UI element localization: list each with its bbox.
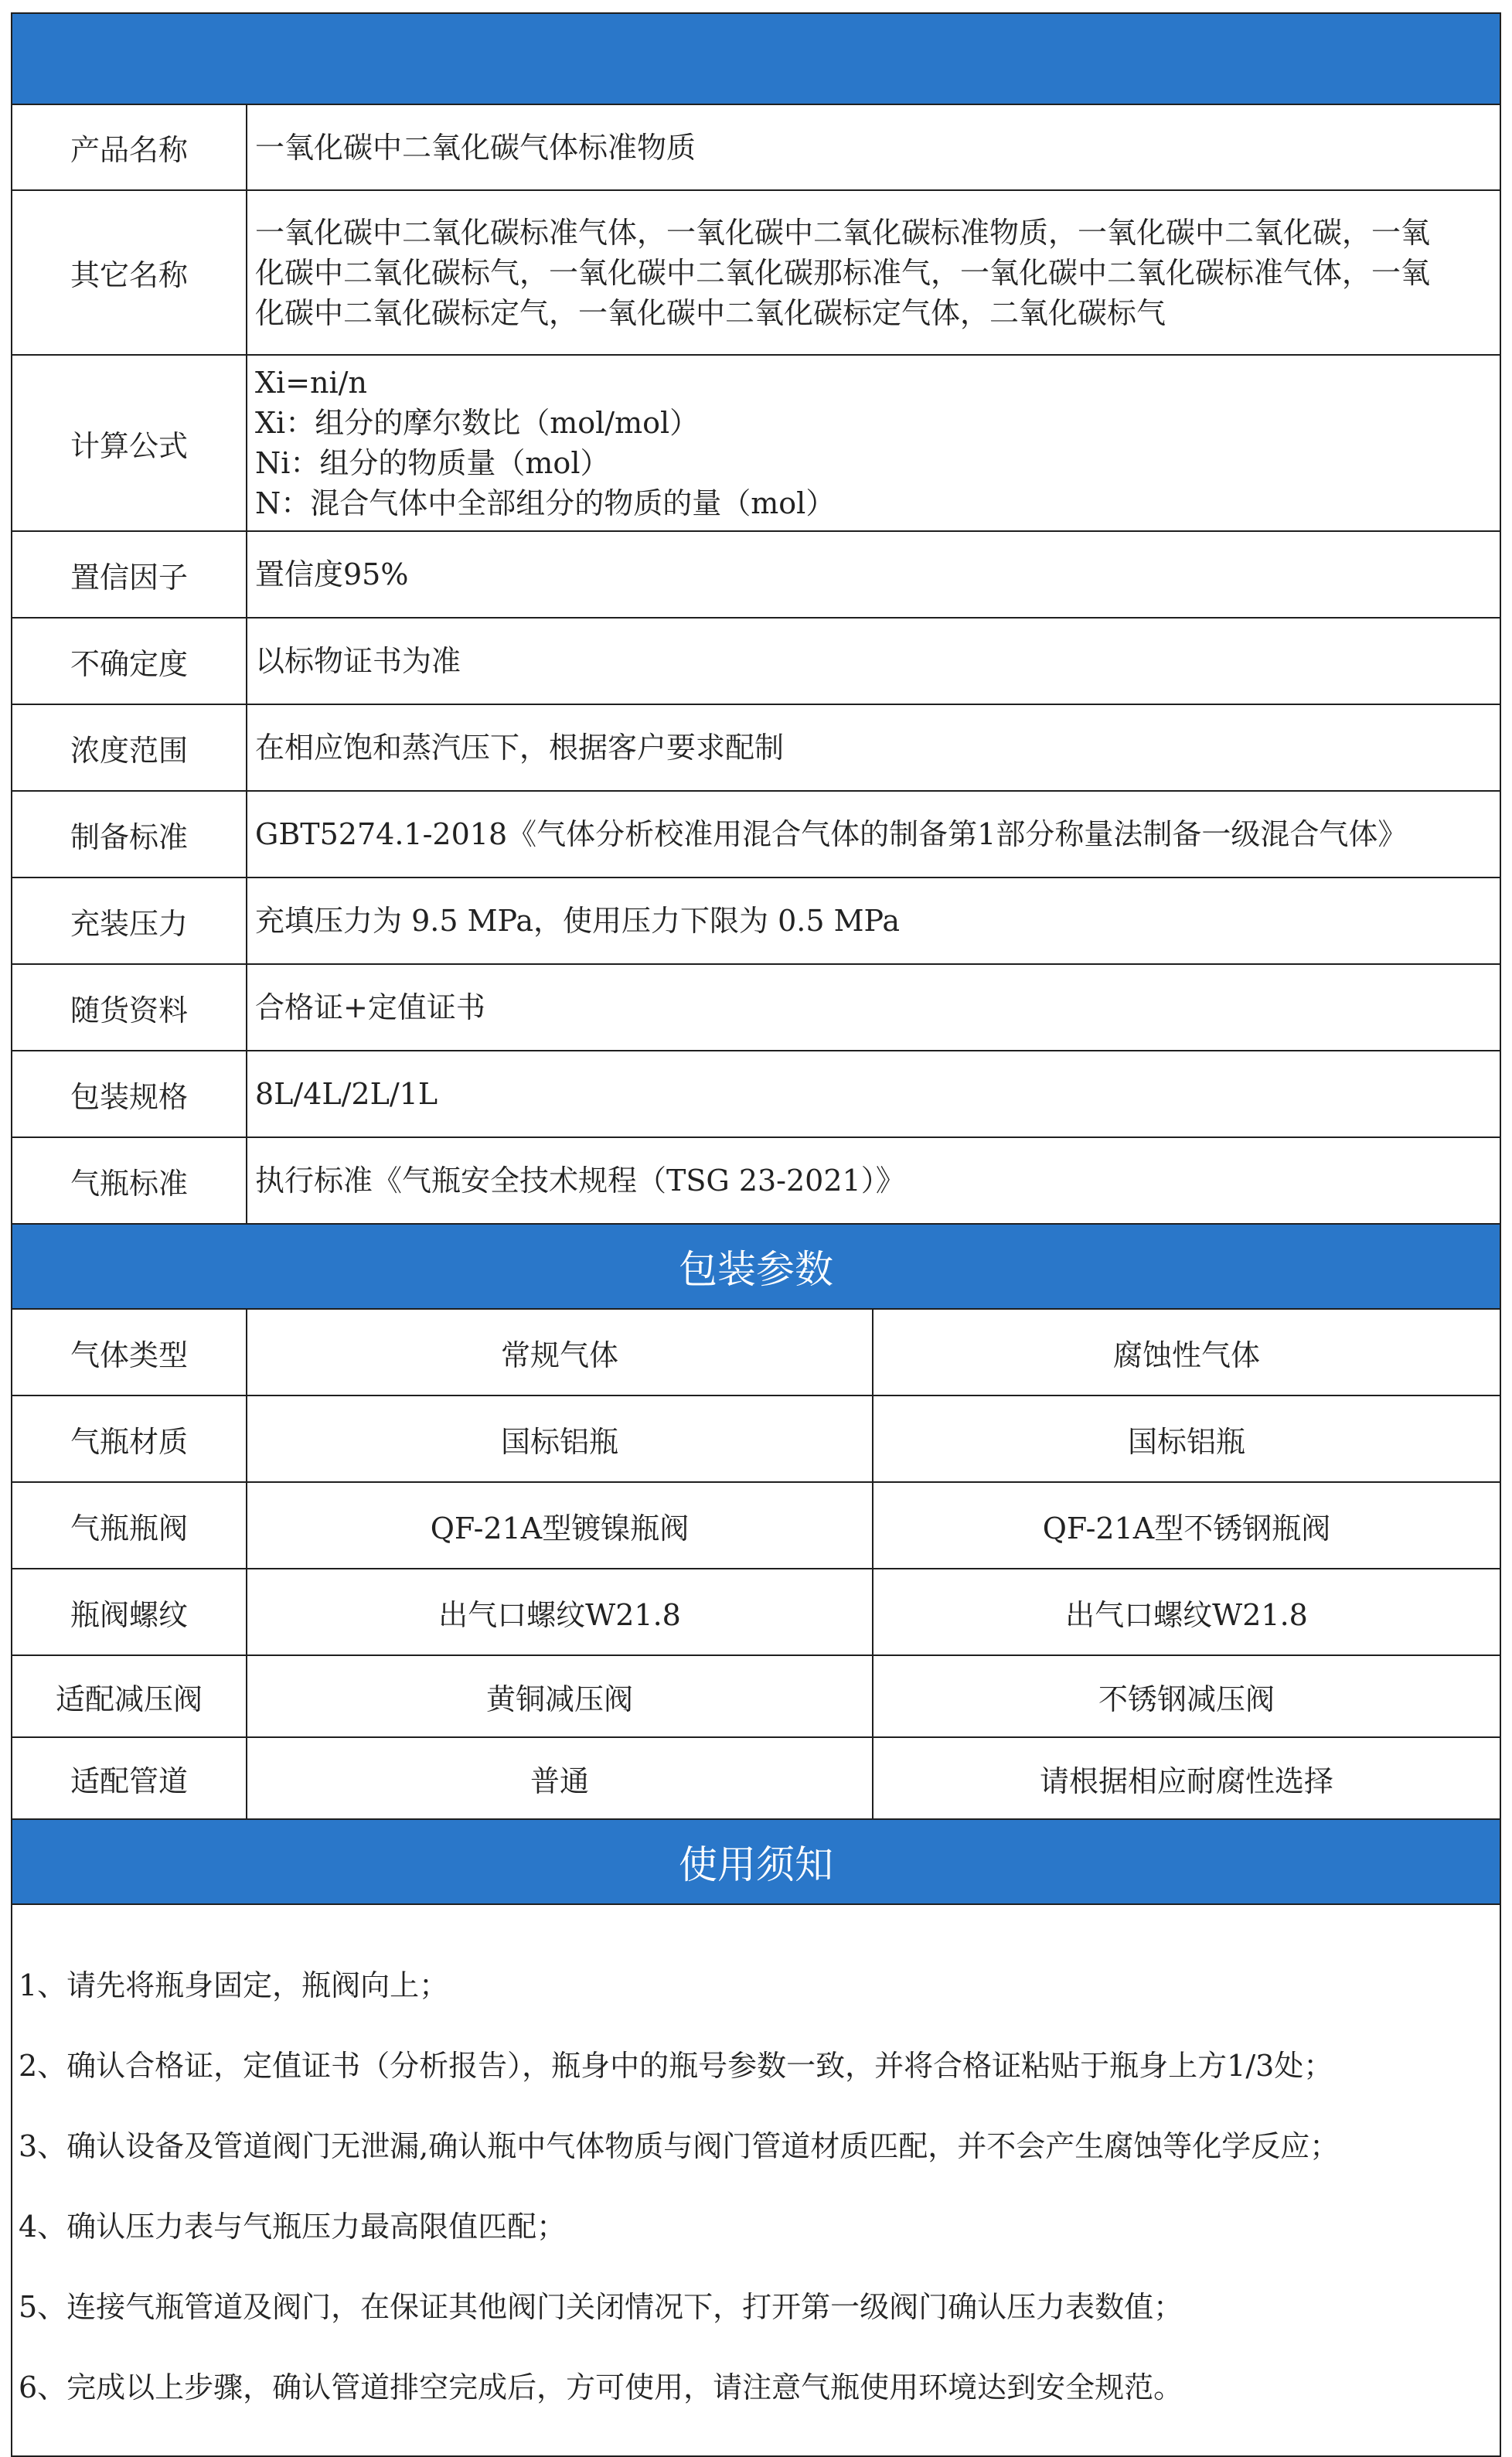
list-item: 1、请先将瓶身固定，瓶阀向上； [19,1968,449,2002]
packaging-corrosive: 腐蚀性气体 [1112,1338,1260,1372]
formula-line: Xi：组分的摩尔数比（mol/mol） [255,406,700,440]
value-formula [247,356,1500,530]
table-row [12,1656,1500,1738]
packaging-label: 适配减压阀 [12,1656,247,1736]
formula-line: Xi=ni/n [255,366,367,400]
packaging-label: 气瓶瓶阀 [12,1483,247,1568]
value-pressure: 充填压力为 9.5 MPa，使用压力下限为 0.5 MPa [255,904,901,938]
value-documents: 合格证+定值证书 [255,990,485,1024]
list-item: 2、确认合格证，定值证书（分析报告），瓶身中的瓶号参数一致，并将合格证粘贴于瓶身上方1/3处； [19,2048,1333,2083]
row-package [12,1051,1500,1138]
packaging-regular: QF-21A型镀镍瓶阀 [247,1483,873,1568]
other-names-line: 化碳中二氧化碳标气，一氧化碳中二氧化碳那标准气，一氧化碳中二氧化碳标准气体，一氧 [255,255,1431,290]
table-row [12,1396,1500,1483]
formula-line: Ni：组分的物质量（mol） [255,446,610,480]
packaging-label: 适配管道 [12,1738,247,1818]
table-row [12,1310,1500,1396]
row-confidence [12,532,1500,619]
packaging-corrosive: 请根据相应耐腐性选择 [1039,1764,1333,1798]
label-cylinder-standard: 气瓶标准 [12,1138,247,1223]
row-concentration [12,705,1500,792]
usage-section-title: 使用须知 [12,1820,1500,1905]
other-names-line: 一氧化碳中二氧化碳标准气体，一氧化碳中二氧化碳标准物质，一氧化碳中二氧化碳，一氧 [255,215,1431,250]
packaging-label: 瓶阀螺纹 [12,1569,247,1654]
packaging-corrosive: 出气口螺纹W21.8 [1065,1597,1308,1632]
packaging-corrosive: 国标铝瓶 [1127,1424,1245,1459]
packaging-regular: 常规气体 [247,1310,873,1395]
row-cylinder-standard [12,1138,1500,1225]
table-row [12,1738,1500,1820]
formula-line: N：混合气体中全部组分的物质的量（mol） [255,486,836,520]
label-concentration: 浓度范围 [12,705,247,790]
packaging-regular: 出气口螺纹W21.8 [247,1569,873,1654]
label-standard: 制备标准 [12,792,247,877]
packaging-corrosive: QF-21A型不锈钢瓶阀 [1042,1511,1331,1545]
value-concentration: 在相应饱和蒸汽压下，根据客户要求配制 [255,731,785,765]
value-standard: GBT5274.1-2018《气体分析校准用混合气体的制备第1部分称量法制备一级混合气体》 [255,817,1408,851]
table-row [12,1483,1500,1569]
row-other-names [12,191,1500,356]
value-other-names [247,191,1500,354]
value-uncertainty: 以标物证书为准 [255,644,461,678]
value-product-name: 一氧化碳中二氧化碳气体标准物质 [255,130,696,165]
label-package: 包装规格 [12,1051,247,1136]
row-product-name [12,105,1500,191]
other-names-line: 化碳中二氧化碳标定气，一氧化碳中二氧化碳标定气体，二氧化碳标气 [255,295,1166,330]
row-standard [12,792,1500,878]
label-uncertainty: 不确定度 [12,619,247,704]
packaging-label: 气瓶材质 [12,1396,247,1481]
value-cylinder-standard: 执行标准《气瓶安全技术规程（TSG 23-2021）》 [255,1164,905,1198]
packaging-regular: 普通 [247,1738,873,1818]
value-confidence: 置信度95% [255,557,409,591]
row-pressure [12,878,1500,965]
row-documents [12,965,1500,1051]
spec-sheet [11,12,1501,2457]
packaging-regular: 黄铜减压阀 [247,1656,873,1736]
header-bar [12,14,1500,105]
label-formula: 计算公式 [12,356,247,530]
row-uncertainty [12,619,1500,705]
list-item: 6、完成以上步骤，确认管道排空完成后，方可使用，请注意气瓶使用环境达到安全规范。 [19,2370,1183,2404]
packaging-corrosive: 不锈钢减压阀 [1098,1682,1275,1716]
row-formula [12,356,1500,532]
label-other-names: 其它名称 [12,191,247,354]
list-item: 4、确认压力表与气瓶压力最高限值匹配； [19,2209,567,2244]
packaging-regular: 国标铝瓶 [247,1396,873,1481]
usage-notes [12,1905,1500,2455]
label-documents: 随货资料 [12,965,247,1050]
list-item: 3、确认设备及管道阀门无泄漏,确认瓶中气体物质与阀门管道材质匹配，并不会产生腐蚀等化学反应； [19,2128,1340,2163]
label-confidence: 置信因子 [12,532,247,617]
packaging-section-title: 包装参数 [12,1225,1500,1310]
label-product-name: 产品名称 [12,105,247,189]
label-pressure: 充装压力 [12,878,247,963]
packaging-label: 气体类型 [12,1310,247,1395]
value-package: 8L/4L/2L/1L [255,1077,438,1111]
table-row [12,1569,1500,1656]
list-item: 5、连接气瓶管道及阀门，在保证其他阀门关闭情况下，打开第一级阀门确认压力表数值； [19,2289,1183,2324]
